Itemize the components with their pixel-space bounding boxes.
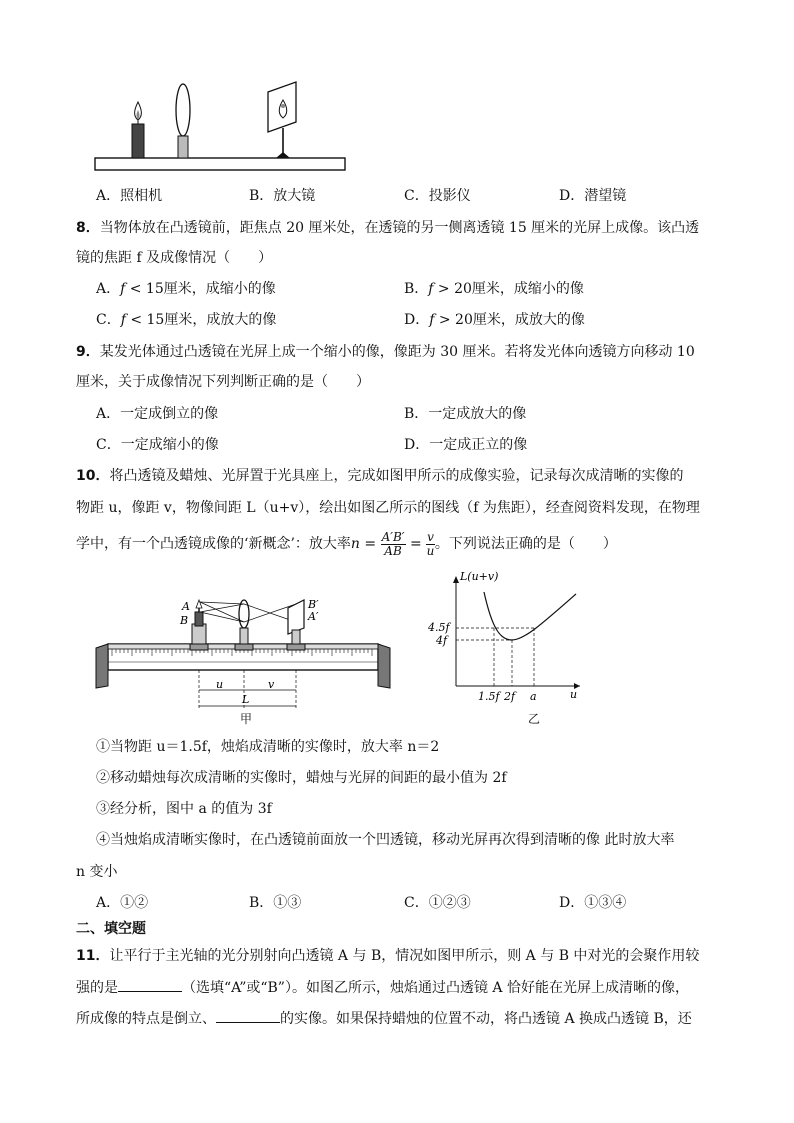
q10-frac1-den: AB — [384, 543, 402, 558]
q7-option-a: A．照相机 — [96, 188, 163, 204]
figure-jia-caption: 甲 — [240, 712, 253, 726]
label-L: L — [242, 693, 250, 706]
x-tick-2f: 2f — [504, 690, 516, 703]
q11-stem-line2 — [76, 977, 689, 998]
q10-n-symbol: n = — [350, 536, 377, 552]
q8-option-a: A．𝑓 < 15厘米，成缩小的像 — [96, 281, 276, 297]
q9-option-b: B．一定成放大的像 — [404, 406, 527, 422]
q8-text1: 当物体放在凸透镜前，距焦点 20 厘米处，在透镜的另一侧离透镜 15 厘米的光屏上成像。该凸透 — [99, 220, 700, 236]
q10-option-d: D．①③④ — [559, 895, 627, 911]
q10-frac1-num: A′B′ — [381, 529, 405, 544]
q8-option-c: C．𝑓 < 15厘米，成放大的像 — [96, 312, 277, 328]
q10-option-b: B．①③ — [249, 895, 302, 911]
q9-option-c: C．一定成缩小的像 — [96, 437, 219, 453]
y-tick-4.5f: 4.5f — [428, 621, 450, 634]
q10-stem-line3 — [76, 530, 617, 558]
q11-text1: 让平行于主光轴的光分别射向凸透镜 A 与 B，情况如图甲所示，则 A 与 B 中对光的会聚作用较 — [109, 948, 700, 964]
label-A: A — [182, 600, 190, 613]
q10-text3a: 学中，有一个凸透镜成像的‘新概念’：放大率 — [76, 536, 351, 552]
q11-text3b: 的实像。如果保持蜡烛的位置不动，将凸透镜 A 换成凸透镜 B，还 — [280, 1011, 692, 1027]
q10-option-a: A．①② — [96, 895, 149, 911]
q10-statement-3: ③经分析，图中 a 的值为 3f — [96, 801, 272, 817]
x-tick-1.5f: 1.5f — [478, 690, 500, 703]
label-u: u — [216, 678, 224, 691]
q11-text3a: 所成像的特点是倒立、 — [76, 1011, 216, 1027]
q10-frac2-num: v — [427, 529, 434, 544]
q10-frac2-den: u — [426, 543, 435, 558]
q11-blank-2[interactable] — [216, 1008, 280, 1023]
q7-optics-figure — [90, 80, 352, 176]
q11-text2b: （选填“A”或“B”）。如图乙所示，烛焰通过凸透镜 A 恰好能在光屏上成清晰的像， — [182, 980, 689, 996]
q9-stem-line2: 厘米，关于成像情况下列判断正确的是（ ） — [76, 374, 370, 390]
lens-icon — [176, 84, 190, 158]
y-axis-label: L(u+v) — [460, 570, 499, 583]
q10-option-c: C．①②③ — [404, 895, 471, 911]
section-heading-fill-in: 二、填空题 — [76, 921, 146, 937]
q11-number: 11． — [76, 948, 110, 964]
q10-number: 10． — [76, 468, 110, 484]
q11-text2a: 强的是 — [76, 980, 118, 996]
q9-option-a: A．一定成倒立的像 — [96, 406, 219, 422]
q10-statement-2: ②移动蜡烛每次成清晰的实像时，蜡烛与光屏的间距的最小值为 2f — [96, 770, 507, 786]
q11-stem-line3 — [76, 1008, 692, 1029]
candle-icon — [132, 102, 144, 158]
curve-L-u — [484, 592, 576, 640]
q9-number: 9． — [76, 344, 100, 360]
q9-option-d: D．一定成正立的像 — [404, 437, 528, 453]
q9-stem-line1 — [76, 342, 695, 362]
q10-fraction-vu — [426, 531, 435, 558]
q10-stem-line1 — [76, 466, 683, 486]
label-v: v — [268, 678, 275, 691]
label-A-prime: A′ — [308, 610, 319, 623]
q7-option-c: C．投影仪 — [404, 188, 471, 204]
q10-stem-line2: 物距 u，像距 v，物像间距 L（u+v），绘出如图乙所示的图线（f 为焦距），经查阅资料发现，在物理 — [76, 500, 700, 516]
q10-equals: = — [409, 536, 422, 552]
y-tick-4f: 4f — [436, 634, 448, 647]
q7-option-b: B．放大镜 — [249, 188, 316, 204]
q9-text1: 某发光体通过凸透镜在光屏上成一个缩小的像，像距为 30 厘米。若将发光体向透镜方向移动 10 — [99, 344, 695, 360]
q11-blank-1[interactable] — [118, 977, 182, 992]
q8-option-b: B．𝑓 > 20厘米，成缩小的像 — [404, 281, 584, 297]
q10-fraction-ab — [381, 531, 406, 558]
x-axis-label: u — [570, 688, 578, 701]
q8-number: 8． — [76, 220, 100, 236]
q10-statement-1: ①当物距 u＝1.5f，烛焰成清晰的实像时，放大率 n＝2 — [96, 739, 440, 755]
figure-yi-caption: 乙 — [528, 712, 541, 726]
q7-option-d: D．潜望镜 — [559, 188, 627, 204]
q10-statement-4-cont: n 变小 — [76, 864, 118, 880]
q10-statement-4: ④当烛焰成清晰实像时，在凸透镜前面放一个凹透镜，移动光屏再次得到清晰的像 此时放大率 — [96, 832, 675, 848]
q10-text1: 将凸透镜及蜡烛、光屏置于光具座上，完成如图甲所示的成像实验，记录每次成清晰的实像的 — [109, 468, 684, 484]
x-tick-a: a — [530, 690, 537, 703]
q8-stem-line2: 镜的焦距 f 及成像情况（ ） — [76, 250, 273, 266]
screen-icon — [268, 82, 296, 158]
q11-stem-line1 — [76, 946, 699, 966]
q10-text3b: 。下列说法正确的是（ ） — [434, 536, 617, 552]
label-B: B — [180, 614, 189, 627]
q8-stem-line1 — [76, 218, 699, 238]
q10-figure-yi — [420, 568, 590, 718]
label-B-prime: B′ — [308, 598, 319, 611]
q8-option-d: D．𝑓 > 20厘米，成放大的像 — [404, 312, 585, 328]
q10-figure-jia — [92, 590, 402, 726]
